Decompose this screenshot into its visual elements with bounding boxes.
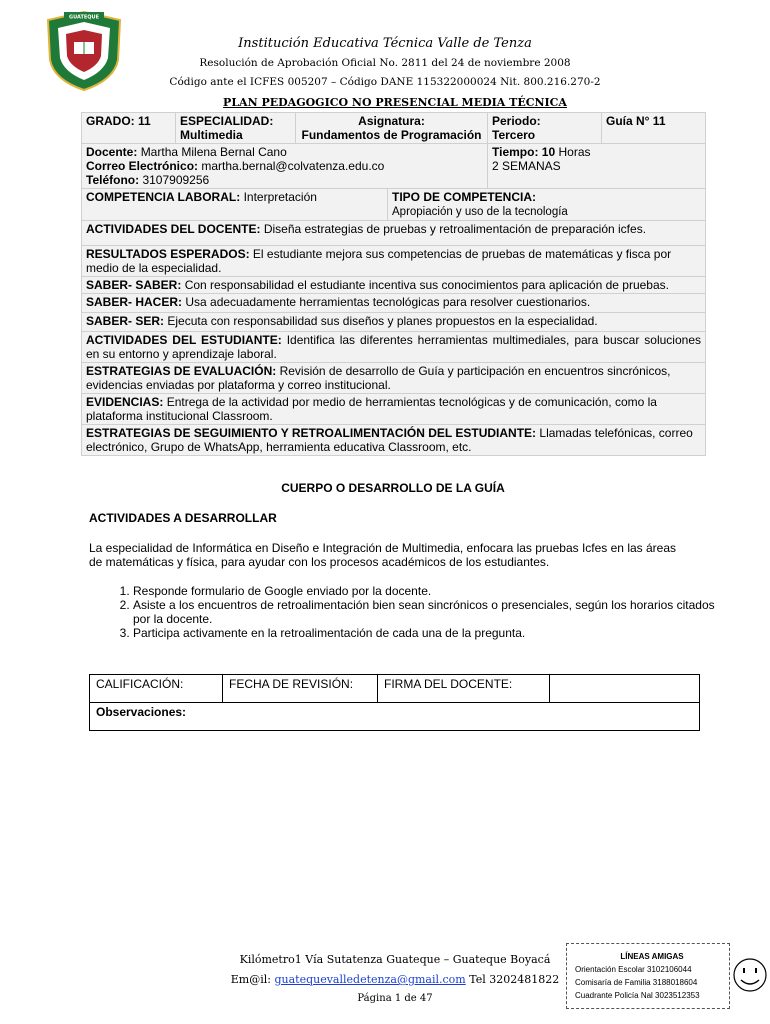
lineas-amigas-box [566,943,730,1009]
list-item: 3. Participa activamente en la retroalimentación de cada una de la pregunta. [133,626,723,640]
list-item: Cuadrante Policía Nal 3023512353 [575,991,700,1000]
saber-saber-cell: SABER- SABER: Con responsabilidad el estudiante incentiva sus conocimientos para aplicación de pruebas. [82,277,706,294]
grado-cell: GRADO: 11 [82,113,176,144]
resolution-line: Resolución de Aprobación Oficial No. 2811 del 24 de noviembre 2008 [199,57,571,69]
institution-name: Institución Educativa Técnica Valle de Tenza [238,36,532,51]
observaciones-field[interactable]: Observaciones: [90,703,700,731]
tipo-competencia-cell: TIPO DE COMPETENCIA: Apropiación y uso de la tecnología [388,189,706,221]
list-item: 1. Responde formulario de Google enviado por la docente. [133,584,723,598]
footer-contact: Em@il: guatequevalledetenza@gmail.com Tel 3202481822 [230,973,560,986]
fecha-revision-label: FECHA DE REVISIÓN: [223,675,378,703]
smiley-icon [732,956,768,994]
periodo-cell: Periodo: Tercero [488,113,602,144]
section-heading: ACTIVIDADES A DESARROLLAR [89,511,277,525]
footer-address: Kilómetro1 Vía Sutatenza Guateque – Guateque Boyacá [239,953,551,966]
especialidad-cell: ESPECIALIDAD: Multimedia [176,113,296,144]
signature-field[interactable] [550,675,700,703]
guide-info-table [81,112,705,456]
guia-cell: Guía N° 11 [602,113,706,144]
list-item: 2. Asiste a los encuentros de retroalimentación bien sean sincrónicos o presenciales, según los horarios citados por la docente. [133,598,723,626]
tiempo-cell: Tiempo: 10 Horas 2 SEMANAS [488,144,706,189]
actividades-docente-cell: ACTIVIDADES DEL DOCENTE: Diseña estrategias de pruebas y retroalimentación de preparación icfes. [82,221,706,246]
activity-steps [89,584,723,640]
body-heading: CUERPO O DESARROLLO DE LA GUÍA [281,481,505,495]
resultados-cell: RESULTADOS ESPERADOS: El estudiante mejora sus competencias de pruebas de matemáticas y fisca por medio de la especialidad. [82,246,706,277]
lineas-amigas-title: LÍNEAS AMIGAS [620,952,684,961]
asignatura-cell: Asignatura: Fundamentos de Programación [296,113,488,144]
grading-box [89,674,699,731]
list-item: Comisaría de Familia 3188018604 [575,978,698,987]
body-paragraph: La especialidad de Informática en Diseño e Integración de Multimedia, enfocara las pruebas Icfes en las áreas de matemáticas y física, para ayudar con los procesos académicos de los estudiantes. [89,541,677,569]
evidencias-cell: EVIDENCIAS: Entrega de la actividad por medio de herramientas tecnológicas y de comunicación, como la plataforma institucional Classroom. [82,394,706,425]
codes-line: Código ante el ICFES 005207 – Código DANE 115322000024 Nit. 800.216.270-2 [169,76,601,88]
saber-ser-cell: SABER- SER: Ejecuta con responsabilidad sus diseños y planes propuestos en la especialidad. [82,313,706,332]
competencia-laboral-cell: COMPETENCIA LABORAL: Interpretación [82,189,388,221]
footer-email-link[interactable]: guatequevalledetenza@gmail.com [274,973,466,986]
plan-title: PLAN PEDAGOGICO NO PRESENCIAL MEDIA TÉCNICA [223,96,567,109]
firma-docente-label: FIRMA DEL DOCENTE: [378,675,550,703]
seguimiento-cell: ESTRATEGIAS DE SEGUIMIENTO Y RETROALIMENTACIÓN DEL ESTUDIANTE: Llamadas telefónicas, correo electrónico, Grupo de WhatsApp, herramienta educativa Classroom, etc. [82,425,706,456]
list-item: Orientación Escolar 3102106044 [575,965,692,974]
actividades-estudiante-cell: ACTIVIDADES DEL ESTUDIANTE: Identifica las diferentes herramientas multimediales, para buscar soluciones en su entorno y aprendizaje laboral. [82,332,706,363]
svg-text:GUATEQUE: GUATEQUE [68,14,100,21]
estrategias-evaluacion-cell: ESTRATEGIAS DE EVALUACIÓN: Revisión de desarrollo de Guía y participación en encuentros sincrónicos, evidencias enviadas por plataforma y correo institucional. [82,363,706,394]
page-number: Página 1 de 47 [357,993,433,1004]
saber-hacer-cell: SABER- HACER: Usa adecuadamente herramientas tecnológicas para resolver cuestionarios. [82,294,706,313]
calificacion-label: CALIFICACIÓN: [90,675,223,703]
docente-cell: Docente: Martha Milena Bernal Cano Correo Electrónico: martha.bernal@colvatenza.edu.co Teléfono: 3107909256 [82,144,488,189]
